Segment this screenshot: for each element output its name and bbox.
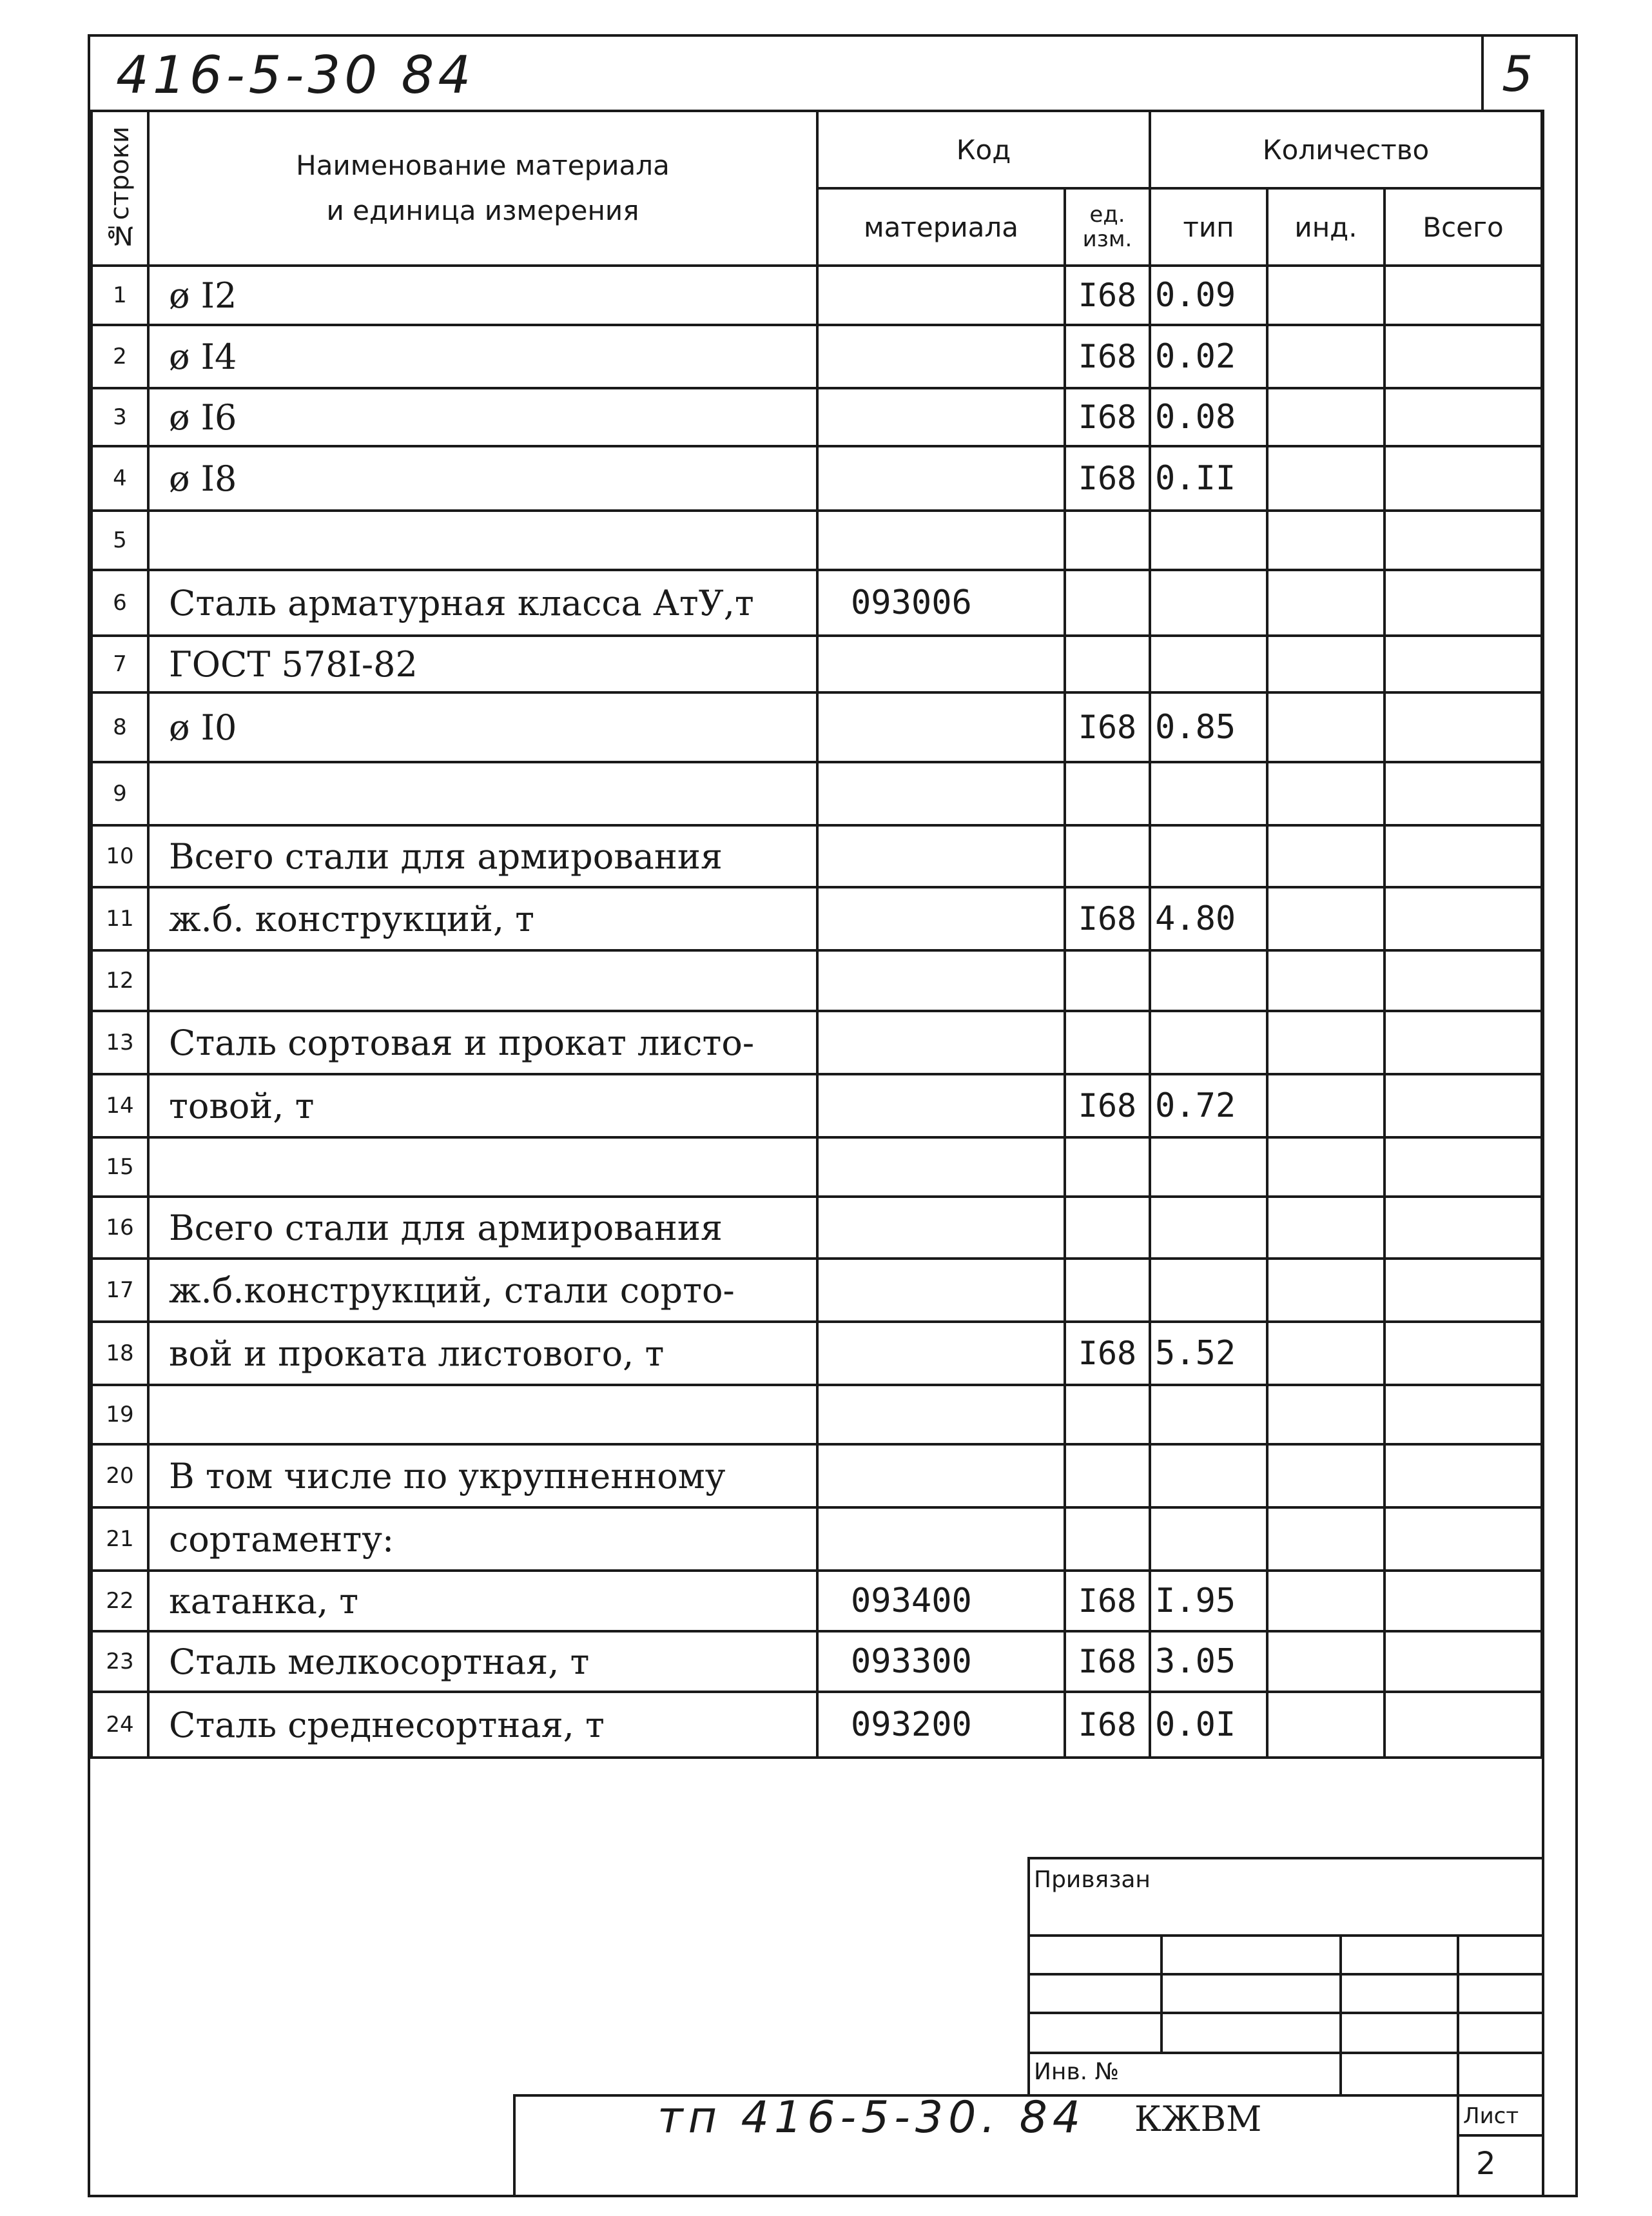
quantity-individual xyxy=(1267,1571,1385,1631)
table-row xyxy=(92,388,1542,446)
quantity-total xyxy=(1385,762,1542,825)
quantity-individual xyxy=(1267,266,1385,325)
quantity-type xyxy=(1150,1137,1267,1197)
quantity-type: 0.85 xyxy=(1150,692,1267,762)
quantity-individual xyxy=(1267,1631,1385,1692)
row-number: 22 xyxy=(92,1571,148,1631)
unit-code xyxy=(1065,1444,1150,1507)
quantity-individual xyxy=(1267,692,1385,762)
table-row xyxy=(92,1011,1542,1074)
quantity-type xyxy=(1150,1259,1267,1322)
quantity-individual xyxy=(1267,1259,1385,1322)
material-name xyxy=(148,950,817,1011)
material-code: 093400 xyxy=(817,1571,1065,1631)
unit-code xyxy=(1065,511,1150,570)
header-code-material: материала xyxy=(817,188,1065,266)
header-name: Наименование материала и единица измерения xyxy=(148,111,817,266)
row-number: 2 xyxy=(92,325,148,388)
quantity-total xyxy=(1385,1571,1542,1631)
row-number: 3 xyxy=(92,388,148,446)
quantity-individual xyxy=(1267,636,1385,692)
table-row xyxy=(92,1197,1542,1259)
material-code xyxy=(817,1074,1065,1137)
quantity-type xyxy=(1150,1507,1267,1571)
material-code xyxy=(817,1259,1065,1322)
row-number: 23 xyxy=(92,1631,148,1692)
table-row xyxy=(92,950,1542,1011)
row-number: 24 xyxy=(92,1692,148,1758)
material-code xyxy=(817,1322,1065,1385)
material-code xyxy=(817,511,1065,570)
stamp-line-2 xyxy=(1027,1973,1543,1976)
material-name: Всего стали для армирования xyxy=(148,825,817,887)
row-number: 13 xyxy=(92,1011,148,1074)
material-name: Всего стали для армирования xyxy=(148,1197,817,1259)
header-unit: ед. изм. xyxy=(1065,188,1150,266)
table-row xyxy=(92,762,1542,825)
quantity-total xyxy=(1385,388,1542,446)
quantity-total xyxy=(1385,1011,1542,1074)
material-name: товой, т xyxy=(148,1074,817,1137)
material-code xyxy=(817,446,1065,511)
quantity-individual xyxy=(1267,446,1385,511)
material-code xyxy=(817,325,1065,388)
row-number: 12 xyxy=(92,950,148,1011)
quantity-total xyxy=(1385,570,1542,636)
page-number: 5 xyxy=(1502,45,1533,103)
row-number: 11 xyxy=(92,887,148,950)
material-name: ø I8 xyxy=(148,446,817,511)
row-number: 1 xyxy=(92,266,148,325)
unit-code: I68 xyxy=(1065,1074,1150,1137)
unit-code: I68 xyxy=(1065,1692,1150,1758)
header-row-number: №строки xyxy=(92,111,148,266)
material-code xyxy=(817,1385,1065,1444)
quantity-type: 0.II xyxy=(1150,446,1267,511)
quantity-individual xyxy=(1267,1197,1385,1259)
quantity-type: 0.72 xyxy=(1150,1074,1267,1137)
title-block-left xyxy=(513,2094,516,2197)
unit-code: I68 xyxy=(1065,388,1150,446)
material-code xyxy=(817,1507,1065,1571)
stamp-vline-2 xyxy=(1339,1934,1342,2097)
material-spec-table xyxy=(90,110,1543,1759)
stamp-border-top xyxy=(1027,1857,1543,1859)
quantity-total xyxy=(1385,1692,1542,1758)
quantity-total xyxy=(1385,887,1542,950)
material-code: 093200 xyxy=(817,1692,1065,1758)
unit-code: I68 xyxy=(1065,1571,1150,1631)
quantity-individual xyxy=(1267,1322,1385,1385)
material-name: сортаменту: xyxy=(148,1507,817,1571)
stamp-vline-3 xyxy=(1457,1934,1459,2197)
unit-code xyxy=(1065,825,1150,887)
material-code: 093300 xyxy=(817,1631,1065,1692)
quantity-individual xyxy=(1267,1692,1385,1758)
unit-code: I68 xyxy=(1065,1322,1150,1385)
quantity-individual xyxy=(1267,1385,1385,1444)
quantity-type: 4.80 xyxy=(1150,887,1267,950)
quantity-individual xyxy=(1267,1137,1385,1197)
quantity-total xyxy=(1385,446,1542,511)
unit-code xyxy=(1065,1385,1150,1444)
row-number: 16 xyxy=(92,1197,148,1259)
row-number: 17 xyxy=(92,1259,148,1322)
table-row xyxy=(92,266,1542,325)
quantity-individual xyxy=(1267,388,1385,446)
material-name: ж.б.конструкций, стали сорто- xyxy=(148,1259,817,1322)
stamp-border-left xyxy=(1027,1857,1030,2097)
material-code xyxy=(817,1197,1065,1259)
quantity-individual xyxy=(1267,1011,1385,1074)
quantity-individual xyxy=(1267,1444,1385,1507)
row-number: 19 xyxy=(92,1385,148,1444)
doc-number-header: 416-5-30 84 xyxy=(116,45,475,105)
material-name: ø I0 xyxy=(148,692,817,762)
material-code xyxy=(817,825,1065,887)
inventory-number-label: Инв. № xyxy=(1034,2059,1120,2085)
material-code xyxy=(817,388,1065,446)
material-name xyxy=(148,1137,817,1197)
quantity-type xyxy=(1150,636,1267,692)
quantity-type xyxy=(1150,1444,1267,1507)
quantity-total xyxy=(1385,1074,1542,1137)
material-name: Сталь сортовая и прокат листо- xyxy=(148,1011,817,1074)
table-row xyxy=(92,1385,1542,1444)
header-qty-type: тип xyxy=(1150,188,1267,266)
material-name: Сталь мелкосортная, т xyxy=(148,1631,817,1692)
unit-code: I68 xyxy=(1065,692,1150,762)
document-mark: КЖВМ xyxy=(1134,2099,1262,2139)
material-code xyxy=(817,762,1065,825)
unit-code xyxy=(1065,636,1150,692)
quantity-total xyxy=(1385,511,1542,570)
unit-code: I68 xyxy=(1065,446,1150,511)
material-code xyxy=(817,887,1065,950)
row-number: 21 xyxy=(92,1507,148,1571)
quantity-total xyxy=(1385,1507,1542,1571)
header-code: Код xyxy=(817,111,1150,188)
unit-code xyxy=(1065,762,1150,825)
row-number: 6 xyxy=(92,570,148,636)
row-number: 5 xyxy=(92,511,148,570)
header-quantity: Количество xyxy=(1150,111,1542,188)
quantity-type: 0.08 xyxy=(1150,388,1267,446)
quantity-individual xyxy=(1267,325,1385,388)
unit-code xyxy=(1065,1259,1150,1322)
quantity-type xyxy=(1150,762,1267,825)
stamp-vline-1 xyxy=(1160,1934,1163,2052)
unit-code xyxy=(1065,1197,1150,1259)
quantity-total xyxy=(1385,950,1542,1011)
material-name: ø I4 xyxy=(148,325,817,388)
quantity-individual xyxy=(1267,570,1385,636)
sheet-number: 2 xyxy=(1476,2146,1496,2182)
quantity-individual xyxy=(1267,762,1385,825)
quantity-individual xyxy=(1267,950,1385,1011)
row-number: 18 xyxy=(92,1322,148,1385)
row-number: 14 xyxy=(92,1074,148,1137)
material-name: катанка, т xyxy=(148,1571,817,1631)
quantity-total xyxy=(1385,825,1542,887)
quantity-individual xyxy=(1267,825,1385,887)
material-code xyxy=(817,950,1065,1011)
unit-code xyxy=(1065,1507,1150,1571)
row-number: 15 xyxy=(92,1137,148,1197)
quantity-total xyxy=(1385,1322,1542,1385)
table-row xyxy=(92,636,1542,692)
quantity-individual xyxy=(1267,887,1385,950)
material-name xyxy=(148,762,817,825)
material-code xyxy=(817,692,1065,762)
table-row xyxy=(92,511,1542,570)
quantity-type xyxy=(1150,950,1267,1011)
quantity-total xyxy=(1385,692,1542,762)
table-row xyxy=(92,1137,1542,1197)
quantity-type xyxy=(1150,1011,1267,1074)
quantity-type xyxy=(1150,1197,1267,1259)
material-name: ГОСТ 578I-82 xyxy=(148,636,817,692)
material-name xyxy=(148,1385,817,1444)
unit-code: I68 xyxy=(1065,887,1150,950)
table-row xyxy=(92,1507,1542,1571)
row-number: 20 xyxy=(92,1444,148,1507)
quantity-total xyxy=(1385,325,1542,388)
row-number: 7 xyxy=(92,636,148,692)
material-name: ø I2 xyxy=(148,266,817,325)
page-number-divider xyxy=(1481,34,1484,112)
stamp-line-3 xyxy=(1027,2012,1543,2014)
header-qty-total: Всего xyxy=(1385,188,1542,266)
quantity-total xyxy=(1385,1137,1542,1197)
header-qty-ind: инд. xyxy=(1267,188,1385,266)
material-name: ø I6 xyxy=(148,388,817,446)
sheet-box-divider xyxy=(1457,2134,1544,2137)
table-row xyxy=(92,325,1542,388)
unit-code: I68 xyxy=(1065,325,1150,388)
quantity-type: I.95 xyxy=(1150,1571,1267,1631)
material-code xyxy=(817,1137,1065,1197)
quantity-individual xyxy=(1267,1507,1385,1571)
quantity-type: 0.0I xyxy=(1150,1692,1267,1758)
table-row xyxy=(92,825,1542,887)
material-name: ж.б. конструкций, т xyxy=(148,887,817,950)
material-code xyxy=(817,266,1065,325)
material-name: В том числе по укрупненному xyxy=(148,1444,817,1507)
table-row xyxy=(92,1444,1542,1507)
quantity-total xyxy=(1385,1444,1542,1507)
material-code xyxy=(817,1011,1065,1074)
material-code xyxy=(817,636,1065,692)
table-row xyxy=(92,1692,1542,1758)
sheet-label: Лист xyxy=(1463,2103,1519,2129)
table-row xyxy=(92,446,1542,511)
quantity-type xyxy=(1150,570,1267,636)
row-number: 8 xyxy=(92,692,148,762)
unit-code: I68 xyxy=(1065,1631,1150,1692)
table-row xyxy=(92,1571,1542,1631)
material-code: 093006 xyxy=(817,570,1065,636)
quantity-total xyxy=(1385,266,1542,325)
unit-code: I68 xyxy=(1065,266,1150,325)
table-row xyxy=(92,887,1542,950)
unit-code xyxy=(1065,950,1150,1011)
table-row xyxy=(92,692,1542,762)
table-row xyxy=(92,1074,1542,1137)
stamp-line-4 xyxy=(1027,2052,1543,2054)
table-row xyxy=(92,1322,1542,1385)
unit-code xyxy=(1065,570,1150,636)
material-code xyxy=(817,1444,1065,1507)
material-name: вой и проката листового, т xyxy=(148,1322,817,1385)
quantity-type xyxy=(1150,1385,1267,1444)
quantity-individual xyxy=(1267,1074,1385,1137)
quantity-type: 0.09 xyxy=(1150,266,1267,325)
material-name: Сталь арматурная класса АтУ,т xyxy=(148,570,817,636)
document-code: тп 416-5-30. 84 xyxy=(657,2092,1086,2143)
quantity-total xyxy=(1385,636,1542,692)
quantity-individual xyxy=(1267,511,1385,570)
quantity-type xyxy=(1150,825,1267,887)
quantity-type: 0.02 xyxy=(1150,325,1267,388)
quantity-total xyxy=(1385,1259,1542,1322)
row-number: 10 xyxy=(92,825,148,887)
quantity-total xyxy=(1385,1385,1542,1444)
material-name: Сталь среднесортная, т xyxy=(148,1692,817,1758)
row-number: 9 xyxy=(92,762,148,825)
table-row xyxy=(92,570,1542,636)
quantity-total xyxy=(1385,1631,1542,1692)
quantity-type: 3.05 xyxy=(1150,1631,1267,1692)
stamp-line-1 xyxy=(1027,1934,1543,1937)
quantity-type: 5.52 xyxy=(1150,1322,1267,1385)
quantity-type xyxy=(1150,511,1267,570)
table-row xyxy=(92,1631,1542,1692)
table-row xyxy=(92,1259,1542,1322)
unit-code xyxy=(1065,1137,1150,1197)
material-name xyxy=(148,511,817,570)
unit-code xyxy=(1065,1011,1150,1074)
bound-label: Привязан xyxy=(1034,1867,1151,1893)
row-number: 4 xyxy=(92,446,148,511)
quantity-total xyxy=(1385,1197,1542,1259)
